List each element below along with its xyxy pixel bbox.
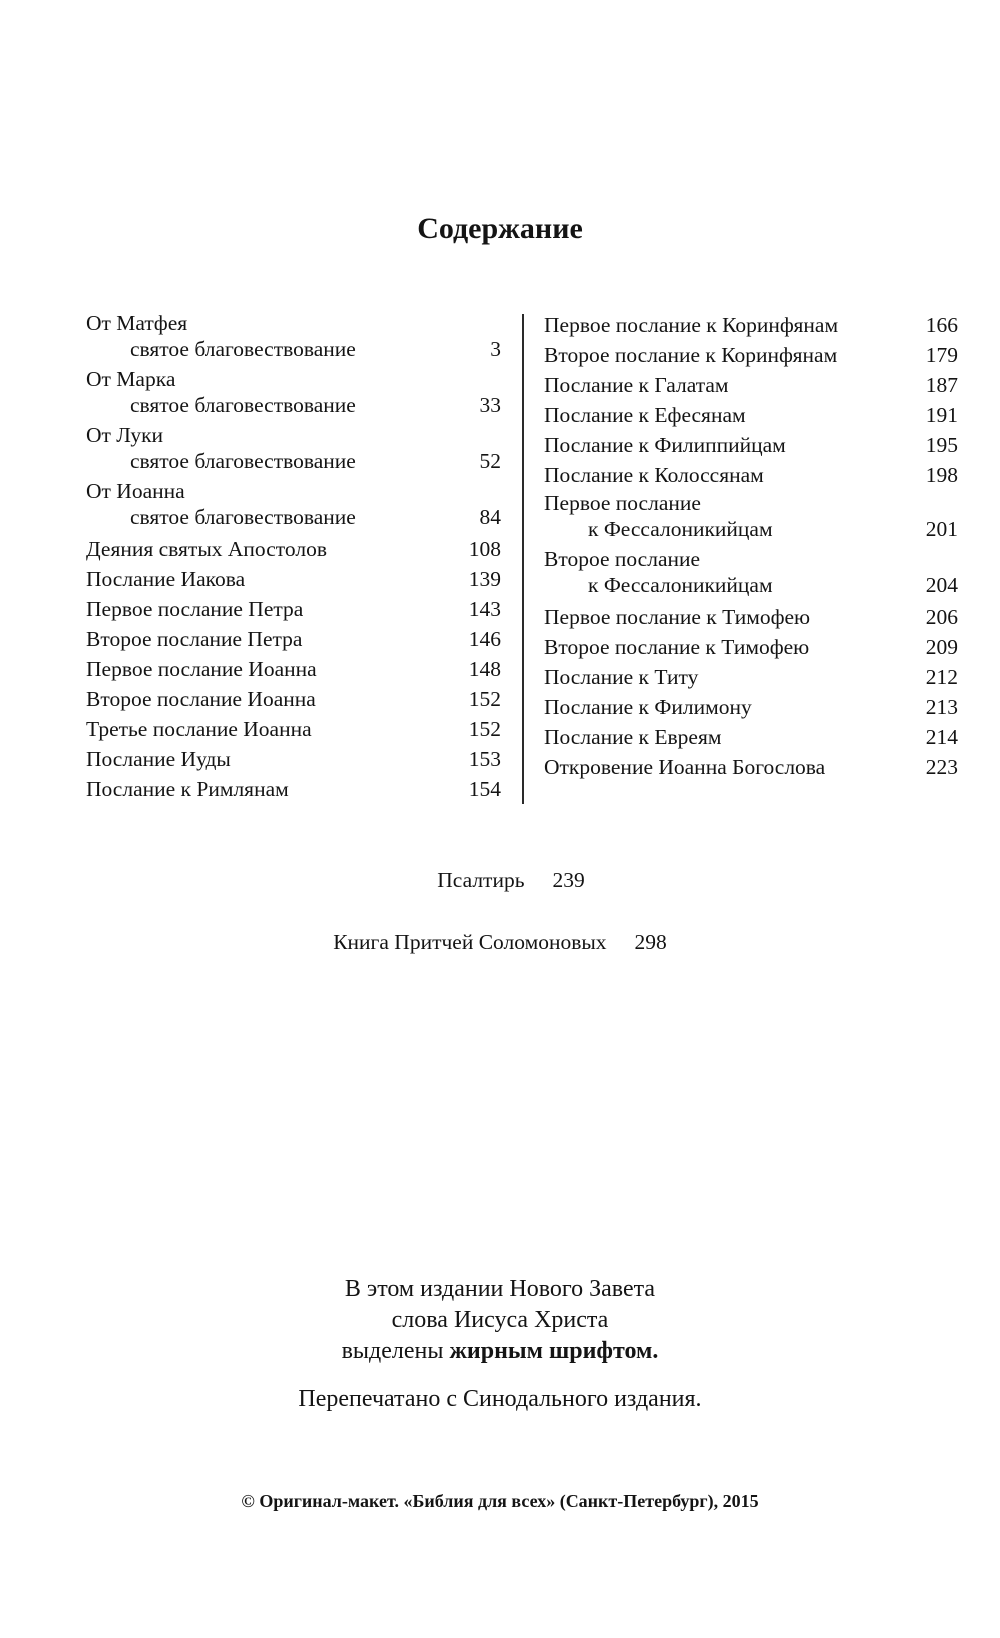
toc-entry (544, 430, 958, 460)
toc-entry-page: 223 (925, 755, 958, 779)
toc-entry (86, 654, 501, 684)
toc-entry-title: Послание к Евреям (544, 725, 722, 749)
toc-entry-page: 195 (925, 433, 958, 457)
toc-entry (544, 722, 958, 752)
toc-entry-title: Первое послание Иоанна (86, 657, 317, 681)
toc-entry-title: святое благовествование (130, 505, 356, 529)
toc-entry-title: Послание к Филимону (544, 695, 752, 719)
toc-entry-title: Послание к Ефесянам (544, 403, 746, 427)
toc-entry (86, 774, 501, 804)
toc-entry-psalter (0, 868, 1000, 893)
toc-entry-page: 209 (925, 635, 958, 659)
column-divider (522, 314, 524, 804)
toc-entry-page: 3 (490, 337, 501, 361)
toc-entry (86, 684, 501, 714)
toc-entry-title: От Марка (86, 367, 176, 391)
reprint-note: Перепечатано с Синодального издания. (298, 1386, 702, 1412)
toc-entry-title: Послание к Титу (544, 665, 699, 689)
toc-entry-title: Второе послание Иоанна (86, 687, 316, 711)
toc-entry (544, 490, 958, 542)
toc-entry (544, 546, 958, 598)
toc-left-column (86, 310, 501, 804)
page-title: Содержание (417, 212, 583, 245)
edition-note-line: слова Иисуса Христа (391, 1307, 609, 1333)
toc-entry-page: 152 (468, 687, 501, 711)
toc-entry-title: Первое послание к Тимофею (544, 605, 811, 629)
toc-entry-page: 154 (468, 777, 501, 801)
toc-entry-title: Второе послание к Коринфянам (544, 343, 838, 367)
toc-entry-title: Первое послание (544, 491, 701, 515)
toc-entry-page: 84 (479, 505, 501, 529)
toc-entry-title: Послание к Филиппийцам (544, 433, 786, 457)
toc-entry (86, 624, 501, 654)
toc-entry-title: святое благовествование (130, 337, 356, 361)
toc-entry-page: 166 (925, 313, 958, 337)
toc-entry (544, 310, 958, 340)
toc-entry (544, 662, 958, 692)
toc-entry (544, 602, 958, 632)
toc-entry-page: 212 (925, 665, 958, 689)
toc-entry-page: 191 (925, 403, 958, 427)
edition-note-line (0, 1336, 1000, 1367)
toc-entry (544, 460, 958, 490)
toc-entry (86, 714, 501, 744)
toc-entry-title: Первое послание к Коринфянам (544, 313, 839, 337)
toc-entry-page: 204 (925, 573, 958, 597)
toc-entry (86, 478, 501, 530)
toc-entry (544, 752, 958, 782)
toc-entry-page: 198 (925, 463, 958, 487)
toc-entry-page: 153 (468, 747, 501, 771)
toc-entry (86, 564, 501, 594)
toc-entry-page: 214 (925, 725, 958, 749)
toc-entry-title: Первое послание Петра (86, 597, 304, 621)
toc-entry-page: 148 (468, 657, 501, 681)
toc-entry-page: 152 (468, 717, 501, 741)
toc-entry-title: От Луки (86, 423, 164, 447)
toc-entry-page: 143 (468, 597, 501, 621)
toc-entry-page: 201 (925, 517, 958, 541)
toc-entry (86, 310, 501, 362)
toc-entry-page: 108 (468, 537, 501, 561)
edition-note-line: В этом издании Нового Завета (344, 1276, 656, 1302)
edition-note (0, 1274, 1000, 1367)
toc-entry-title: Послание к Римлянам (86, 777, 289, 801)
toc-entry-page: 179 (925, 343, 958, 367)
toc-entry-page: 239 (552, 868, 585, 892)
toc-entry-title: Деяния святых Апостолов (86, 537, 327, 561)
toc-entry-page: 187 (925, 373, 958, 397)
toc-entry (544, 632, 958, 662)
toc-entry-title: От Матфея (86, 311, 188, 335)
toc-entry-page: 298 (634, 930, 667, 954)
toc-entry-page: 52 (479, 449, 501, 473)
toc-entry-title: святое благовествование (130, 393, 356, 417)
toc-entry-page: 206 (925, 605, 958, 629)
toc-entry-page: 213 (925, 695, 958, 719)
toc-entry (544, 400, 958, 430)
edition-note-text: выделены (341, 1338, 444, 1364)
toc-entry-page: 146 (468, 627, 501, 651)
toc-entry-title: Второе послание к Тимофею (544, 635, 810, 659)
toc-entry-title: Книга Притчей Соломоновых (333, 930, 607, 954)
toc-entry-proverbs (0, 930, 1000, 955)
toc-entry (544, 340, 958, 370)
toc-entry-title: святое благовествование (130, 449, 356, 473)
toc-entry-page: 33 (479, 393, 501, 417)
toc-right-column (544, 310, 958, 782)
toc-entry-title: Послание к Колоссянам (544, 463, 764, 487)
toc-entry-title: Второе послание (544, 547, 701, 571)
toc-entry (544, 370, 958, 400)
toc-entry (86, 366, 501, 418)
toc-entry-title: Второе послание Петра (86, 627, 303, 651)
copyright-line: © Оригинал-макет. «Библия для всех» (Санкт-Петербург), 2015 (241, 1491, 759, 1511)
toc-entry-title: Послание Иуды (86, 747, 231, 771)
toc-entry-title: Послание Иакова (86, 567, 246, 591)
toc-entry (86, 744, 501, 774)
table-of-contents (86, 310, 956, 805)
edition-note-bold-text: жирным шрифтом. (449, 1338, 659, 1364)
toc-entry-title: к Фессалоникийцам (588, 517, 773, 541)
toc-entry-title: От Иоанна (86, 479, 185, 503)
toc-entry-title: к Фессалоникийцам (588, 573, 773, 597)
toc-entry-title: Псалтирь (437, 868, 525, 892)
toc-entry-title: Откровение Иоанна Богослова (544, 755, 826, 779)
toc-entry (86, 422, 501, 474)
toc-entry (86, 534, 501, 564)
toc-entry-title: Третье послание Иоанна (86, 717, 312, 741)
toc-entry (86, 594, 501, 624)
toc-entry-title: Послание к Галатам (544, 373, 729, 397)
toc-entry-page: 139 (468, 567, 501, 591)
toc-entry (544, 692, 958, 722)
